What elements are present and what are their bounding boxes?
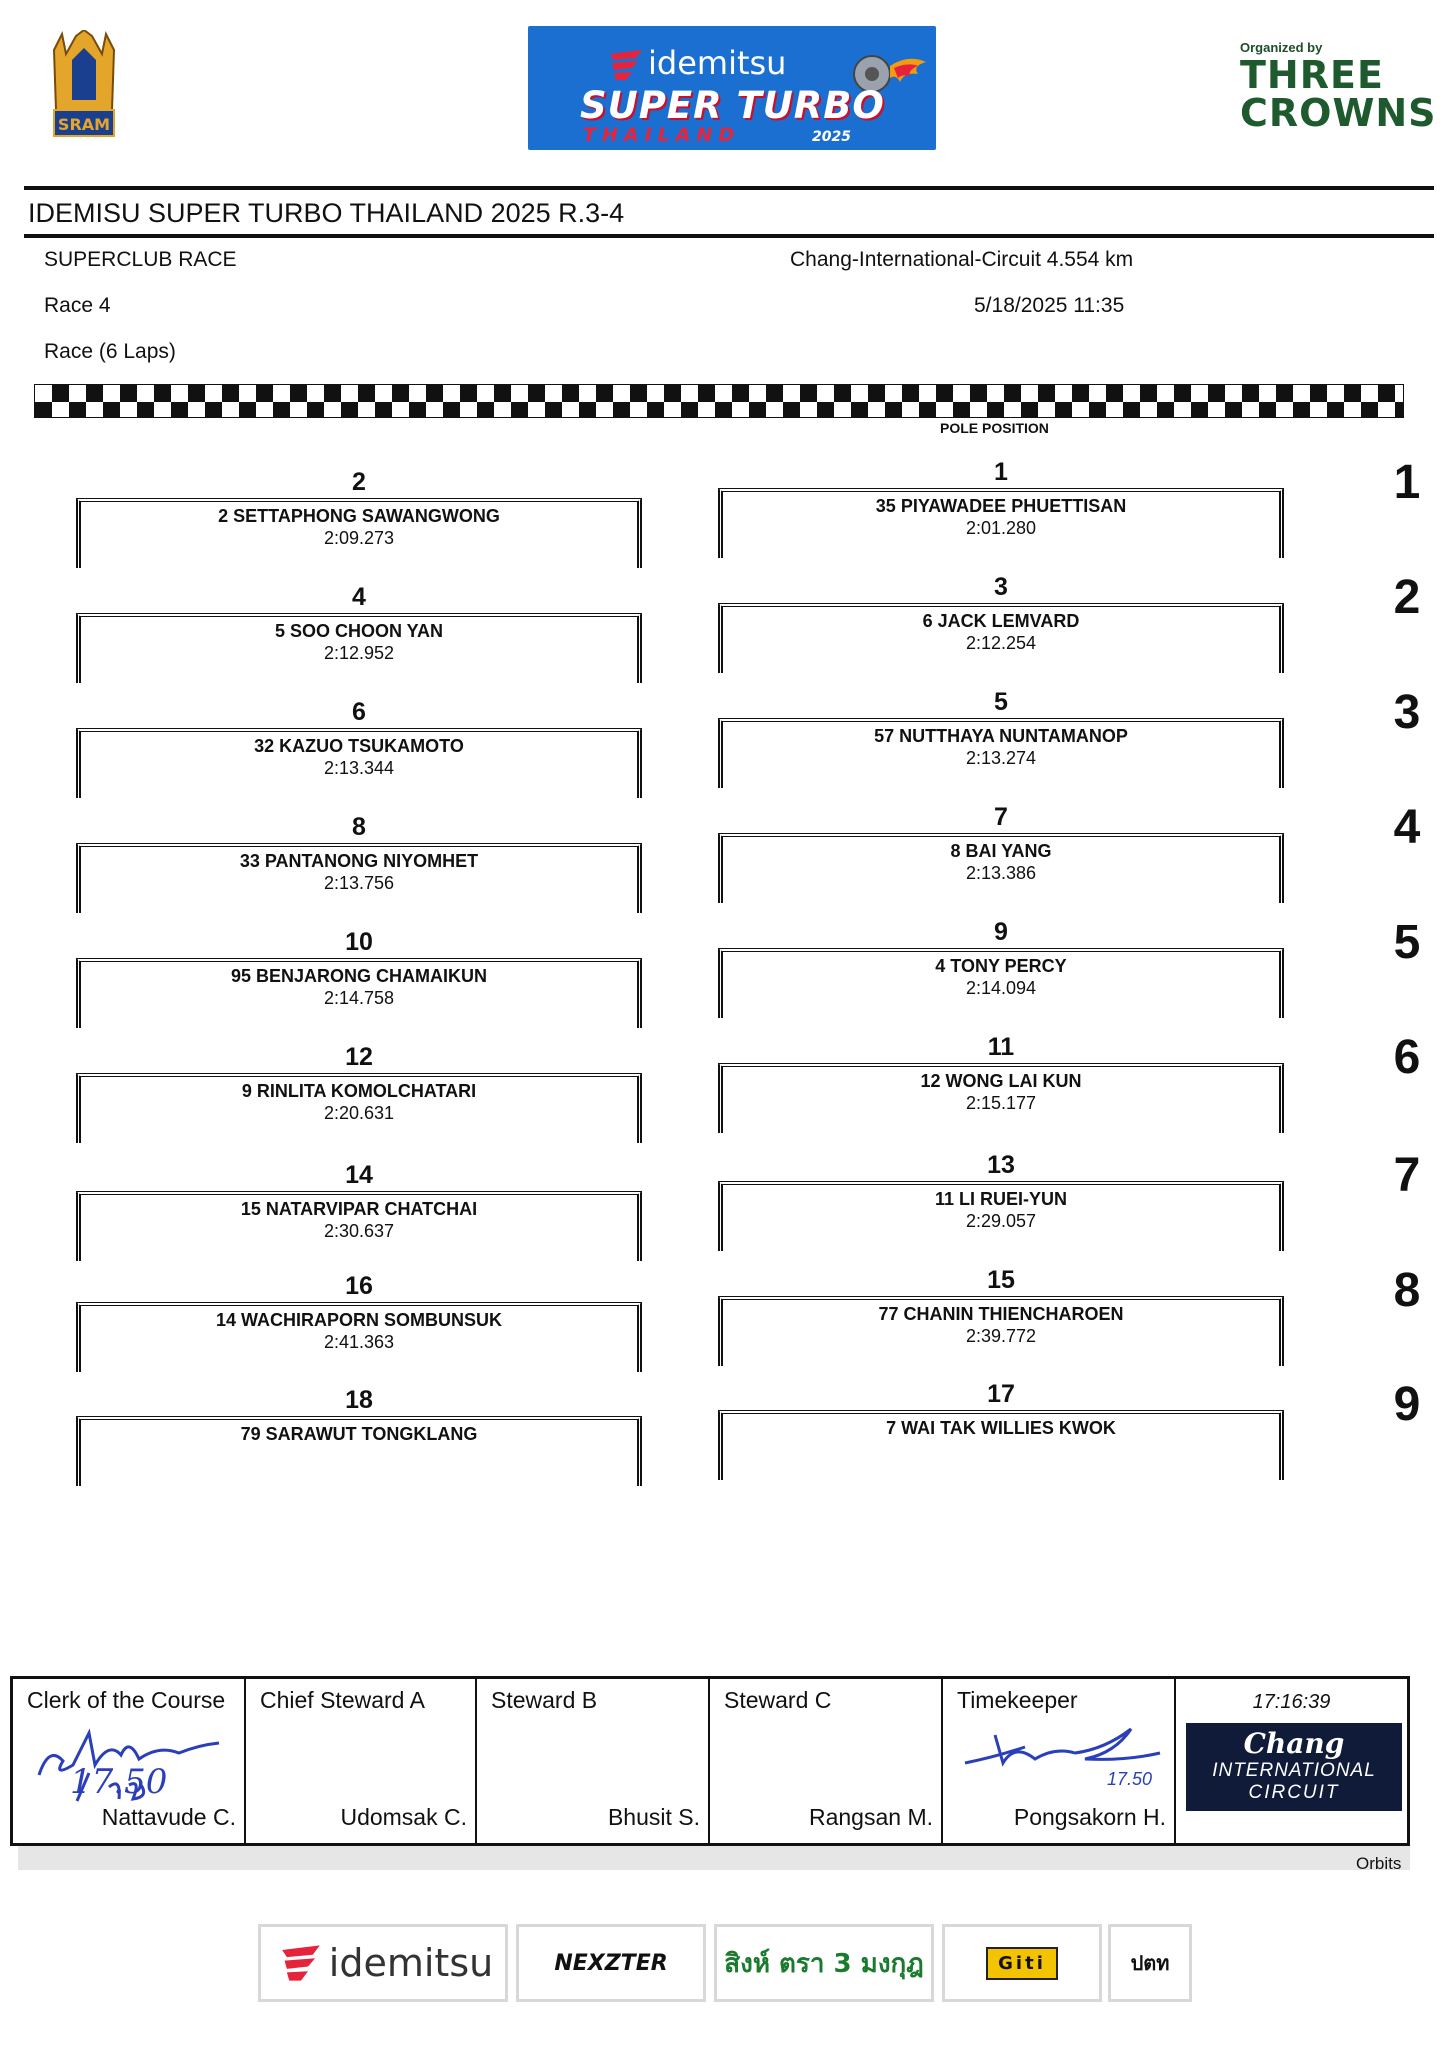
grid-position: 8 [352,813,366,841]
grid-row-number: 1 [1393,456,1421,509]
steward-b-role: Steward B [491,1687,598,1713]
grid-slot [718,688,1284,788]
title-rule-bottom [24,234,1434,238]
grid-slot [76,1272,642,1372]
grid-position: 5 [994,688,1008,716]
chang-logo-line-2: INTERNATIONAL [1212,1760,1376,1781]
chang-logo-line-3: CIRCUIT [1248,1782,1340,1803]
driver-name: 6 JACK LEMVARD [922,611,1080,631]
grid-position: 9 [994,918,1008,946]
driver-name: 15 NATARVIPAR CHATCHAI [240,1199,478,1219]
lap-time: 2:30.637 [323,1221,395,1241]
orbits-label: Orbits [1356,1854,1402,1873]
grid-position: 2 [352,468,366,496]
organizer-line-1: THREE [1240,53,1384,97]
sponsor-idemitsu [258,1924,508,2002]
grid-slot [718,803,1284,903]
sponsor-idemitsu-text: idemitsu [328,1941,494,1985]
lap-time: 2:14.758 [323,988,395,1008]
sponsor-three-crowns [714,1924,934,2002]
steward-c-name: Rangsan M. [808,1804,933,1830]
grid-slot [718,918,1284,1018]
driver-name: 32 KAZUO TSUKAMOTO [254,736,464,756]
grid-slot [718,573,1284,673]
organizer-logo [1240,53,1437,135]
sponsor-nexzter [516,1924,706,2002]
driver-name: 14 WACHIRAPORN SOMBUNSUK [215,1310,503,1330]
sponsor-ptt [1108,1924,1192,2002]
grid-row-number: 6 [1393,1031,1421,1084]
grid-position: 18 [345,1386,373,1414]
race-number: Race 4 [44,294,111,317]
lap-time: 2:09.273 [323,528,395,548]
grid-slot [76,1161,642,1261]
grid-slot [718,1266,1284,1366]
grid-position: 7 [994,803,1008,831]
grid-slot [76,698,642,798]
driver-name: 8 BAI YANG [950,841,1052,861]
grid-row-number: 3 [1393,686,1421,739]
steward-c-cell [710,1679,943,1843]
driver-name: 77 CHANIN THIENCHAROEN [878,1304,1124,1324]
organizer-line-2: CROWNS [1240,91,1437,135]
driver-name: 57 NUTTHAYA NUNTAMANOP [874,726,1128,746]
timekeeper-cell [943,1679,1176,1843]
idemitsu-mark-icon [606,48,646,82]
lap-time: 2:29.057 [965,1211,1037,1231]
grid-position: 15 [987,1266,1015,1294]
race-class: SUPERCLUB RACE [44,248,237,271]
driver-name: 12 WONG LAI KUN [920,1071,1082,1091]
grid-row-number: 4 [1393,801,1421,854]
clerk-note: 17.50 [70,1762,168,1802]
grid-position: 6 [352,698,366,726]
grid-slot [76,813,642,913]
grid-position: 17 [987,1380,1015,1408]
chang-logo-line-1: Chang [1243,1727,1345,1760]
sponsor-giti-text: Giti [986,1947,1058,1980]
banner-year: 2025 [812,129,851,145]
grid-slot [718,458,1284,558]
banner-subtitle: THAILAND [583,124,741,146]
banner-title: SUPER TURBO [580,84,885,127]
chang-circuit-logo [1186,1723,1402,1811]
driver-name: 35 PIYAWADEE PHUETTISAN [875,496,1127,516]
lap-time: 2:12.254 [965,633,1037,653]
driver-name: 33 PANTANONG NIYOMHET [239,851,479,871]
idemitsu-logo-icon [273,1943,329,1983]
driver-name: 95 BENJARONG CHAMAIKUN [230,966,488,986]
grid-position: 1 [994,458,1008,486]
print-time-cell [1176,1679,1407,1843]
grid-slot [76,1386,642,1486]
steward-b-name: Bhusit S. [607,1804,700,1830]
grid-slot [718,1380,1284,1480]
driver-name: 2 SETTAPHONG SAWANGWONG [218,506,500,526]
grid-slot [76,1043,642,1143]
grid-row-number: 7 [1393,1149,1421,1202]
grid-position: 14 [345,1161,373,1189]
title-rule-top [24,186,1434,190]
grid-row-number: 5 [1393,916,1421,969]
steward-b-cell [477,1679,710,1843]
lap-time: 2:15.177 [965,1093,1037,1113]
grid-slot [76,468,642,568]
circuit-name: Chang-International-Circuit 4.554 km [790,248,1134,271]
lap-time: 2:41.363 [323,1332,395,1352]
driver-name: 7 WAI TAK WILLIES KWOK [886,1418,1116,1438]
timekeeper-role: Timekeeper [957,1687,1078,1713]
lap-time: 2:14.094 [965,978,1037,998]
sponsor-giti [942,1924,1102,2002]
crest-text: SRAM [57,115,111,134]
super-turbo-banner [528,26,936,150]
steward-a-name: Udomsak C. [340,1804,467,1830]
lap-time: 2:13.344 [323,758,395,778]
timekeeper-note: 17.50 [1107,1769,1153,1789]
pole-position-label: POLE POSITION [940,420,1049,436]
banner-brand: idemitsu [648,44,787,82]
lap-time: 2:12.952 [323,643,395,663]
lap-time: 2:13.386 [965,863,1037,883]
steward-c-role: Steward C [724,1687,832,1713]
clerk-role: Clerk of the Course [27,1687,226,1713]
footer-grey-bar [18,1846,1410,1870]
sponsor-ptt-text: ปตท [1130,1951,1170,1975]
steward-a-role: Chief Steward A [260,1687,425,1713]
steward-a-cell [246,1679,477,1843]
grid-position: 10 [345,928,373,956]
lap-time: 2:39.772 [965,1326,1037,1346]
race-datetime: 5/18/2025 11:35 [974,294,1125,317]
driver-name: 4 TONY PERCY [935,956,1067,976]
organizer-caption: Organized by [1240,40,1323,55]
sram-crest-logo [48,30,120,140]
lap-time: 2:20.631 [323,1103,395,1123]
grid-row-number: 2 [1393,571,1421,624]
sponsor-nexzter-text: NEXZTER [554,1950,668,1976]
lap-time: 2:01.280 [965,518,1037,538]
lap-time: 2:13.274 [965,748,1037,768]
grid-position: 13 [987,1151,1015,1179]
grid-position: 3 [994,573,1008,601]
clerk-cell [13,1679,246,1843]
grid-row-number: 8 [1393,1264,1421,1317]
driver-name: 79 SARAWUT TONGKLANG [240,1424,478,1444]
grid-position: 16 [345,1272,373,1300]
grid-position: 11 [987,1033,1015,1061]
signature-table [10,1676,1410,1846]
grid-slot [718,1033,1284,1133]
clerk-name: Nattavude C. [101,1804,236,1830]
driver-name: 9 RINLITA KOMOLCHATARI [241,1081,477,1101]
event-title: IDEMISU SUPER TURBO THAILAND 2025 R.3-4 [28,198,625,228]
timekeeper-name: Pongsakorn H. [1013,1804,1166,1830]
driver-name: 5 SOO CHOON YAN [274,621,444,641]
grid-row-number: 9 [1393,1378,1421,1431]
grid-position: 12 [345,1043,373,1071]
lap-time: 2:13.756 [323,873,395,893]
sponsor-three-crowns-text: สิงห์ ตรา 3 มงกุฎ [724,1948,924,1979]
grid-slot [76,583,642,683]
checkered-flag-bar [34,384,1404,418]
grid-slot [718,1151,1284,1251]
driver-name: 11 LI RUEI-YUN [934,1189,1068,1209]
race-session: Race (6 Laps) [44,340,176,363]
grid-slot [76,928,642,1028]
print-time: 17:16:39 [1252,1691,1331,1713]
grid-position: 4 [352,583,366,611]
